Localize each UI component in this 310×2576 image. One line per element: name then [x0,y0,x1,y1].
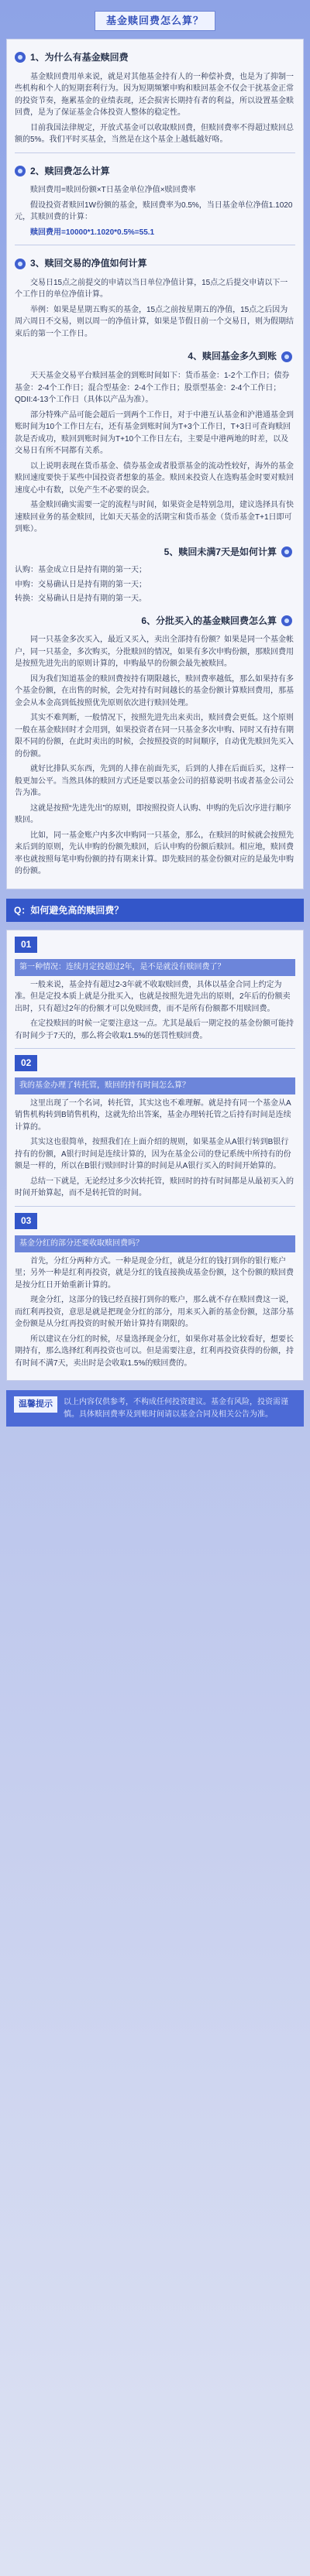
section-6-para: 这就是按照“先进先出”的原则，即按照投资人认购、申购的先后次序进行顺序赎回。 [15,803,291,825]
divider [15,1048,295,1049]
section-6-heading [15,608,295,632]
faq-band: Q：如何避免高的赎回费？ [6,899,304,923]
section-6-para: 同一只基金多次买入，最近又买入，卖出全部持有份额？如果是同一个基金帐户，同一只基金，多次购买，分批赎回的情况，如果有多次申购份额，那赎回费用是按照先进先出的原则计算的，申购最早的份额会最先被赎回。 [15,635,294,669]
question-text: 第一种情况：连续月定投超过2年，是不是就没有赎回费了？ [19,962,226,971]
question-bar [15,959,295,976]
section-4-heading [15,343,295,367]
section-4-title: 4、赎回基金多久到账 [188,351,277,362]
bullet-icon [15,52,26,63]
divider [15,1206,295,1207]
faq-card [6,930,304,1381]
formula-result: 赎回费用=10000*1.1020*0.5%=55.1 [30,228,155,237]
section-3-title: 3、赎回交易的净值如何计算 [30,258,147,269]
question-number: 03 [15,1213,37,1229]
section-4-para: 基金赎回确实需要一定的流程与时间，如果资金是特别急用，建议选择具有快速赎回业务的基金赎回，比如天天基金的活期宝和货币基金（货币基金T+1日即可到账）。 [15,501,294,534]
reminder-box [6,1390,304,1427]
section-3-para: 交易日15点之前提交的申请以当日单位净值计算，15点之后提交申请以下一个工作日的单位净值计算。 [15,278,288,300]
answer-para: 其实这也很简单，按照我们在上面介绍的规则，如果基金从A银行转到B银行持有的份额，A银行时间是连续计算的，因为在基金公司的登记系统中所持有的份额是一样的，所以在B银行赎回时计算的时间是从A银行买入的时间开始算的。 [15,1138,291,1171]
question-bar [15,1235,295,1252]
bullet-icon [15,166,26,176]
page-title: 基金赎回费怎么算？ [95,11,215,31]
section-6-para: 因为我们知道基金的赎回费按持有期限越长，赎回费率越低，那么如果持有多个基金份额，在出售的时候，会先对持有时间越长的基金份额计算赎回费用，那基金会从本金高到低按照优先原则依次进行赎回处理。 [15,674,294,707]
section-6-para: 其实不难判断，一般情况下，按照先进先出来卖出，赎回费会更低。这个原则一般在基金赎回时才会用到，如果投资者在同一只基金多次申购、同时又有持有期限不同的份额，在此时卖出的时候，会按照投资的时间顺序，自动优先赎回先买入的份额。 [15,714,294,759]
answer-para: 所以建议在分红的时候，尽量选择现金分红，如果你对基金比较看好，想要长期持有，那么选择红利再投资也可以。但是需要注意，红利再投资获得的份额，持有时间不满7天，卖出时是会收取1.5%的赎回费的。 [15,1334,294,1368]
bullet-icon [281,546,292,557]
section-4-para: 以上说明表现在货币基金、债券基金或者股票基金的流动性较好，海外的基金赎回速度要快于某些中国投资者想象的基金。赎回来投资人在选购基金时要对赎回速度心中有数，以免产生不必要的误会。 [15,461,294,495]
reminder-tag: 温馨提示 [14,1396,57,1413]
section-5-heading [15,539,295,563]
section-4-para: 部分特殊产品可能会超后一到两个工作日，对于中港互认基金和沪港通基金到账时间为10个工作日左右，还有基金到账时间为T+3个工作日，T+3日可查询赎回款是否成功，赎回到账时间为T+10个工作日左右，主要是中港两地的时差，以及交易日有所不同都有关系。 [15,410,294,456]
question-number: 02 [15,1055,37,1071]
section-1-para: 目前我国法律规定，开放式基金可以收取赎回费，但赎回费率不得超过赎回总额的5%。我们平时买基金，当然是在这个基金上越低越好咯。 [15,123,294,145]
question-bar [15,1077,295,1094]
section-5-title: 5、赎回未满7天是如何计算 [164,546,277,557]
faq-item-3 [15,1213,295,1369]
section-3-heading [15,252,295,274]
section-4-para: 天天基金交易平台赎回基金的到账时间如下：货币基金：1-2个工作日；债券基金：2-4个工作日；混合型基金：2-4个工作日；股票型基金：2-4个工作日；QDII:4-13个工作日（具体以产品为准）。 [15,372,290,405]
faq-item-2 [15,1055,295,1200]
question-number: 01 [15,937,37,953]
bullet-icon [281,615,292,626]
title-wrap [6,0,304,31]
question-text: 基金分红的部分还要收取赎回费吗？ [19,1238,143,1248]
section-1-heading [15,46,295,68]
list-item: 转换：交易确认日是持有期的第一天。 [15,594,146,604]
section-6-title: 6、分批买入的基金赎回费怎么算 [141,615,277,626]
bullet-icon [15,259,26,269]
answer-para: 首先，分红分两种方式。一种是现金分红，就是分红的钱打到你的银行账户里；另外一种是红利再投资，就是分红的钱直接换成基金份额，这个份额的赎回费是按分红日开始重新计算的。 [15,1256,294,1290]
section-1-title: 1、为什么有基金赎回费 [30,52,129,63]
section-2-heading [15,159,295,182]
answer-para: 在定投赎回的时候一定要注意这一点。尤其是最后一期定投的基金份额可能持有时间少于7天的，那么将会收取1.5%的惩罚性赎回费。 [15,1019,294,1040]
section-2-para: 假设投资者赎回1W份额的基金，赎回费率为0.5%，当日基金单位净值1.1020元，其赎回费的计算： [15,200,293,222]
formula-text: 赎回费用=赎回份额×T日基金单位净值×赎回费率 [30,186,196,195]
answer-para: 总结一下就是，无论经过多少次转托管，赎回时的持有时间都是从最初买入的时间开始算起，而不是转托管的时间。 [15,1177,294,1198]
section-6-para: 比如，同一基金账户内多次申购同一只基金，那么，在赎回的时候就会按照先来后到的原则，先认申购的份额先赎回，后认申购的份额后赎回。相应地，赎回费率也就按照每笔申购份额的持有期来计算。即先赎回的基金份额对应的是最先申购的份额。 [15,831,294,876]
section-2-title: 2、赎回费怎么计算 [30,165,110,176]
list-item: 认购：基金成立日是持有期的第一天； [15,566,146,575]
section-1-para: 基金赎回费用单来说，就是对其他基金持有人的一种偿补费，也是为了抑制一些机构和个人的短期套利行为。因为短期频繁申购和赎回基金不仅会干扰基金正常的投资节奏，拖累基金的业绩表现，还会损害长期持有者的利益，所以设置基金赎回费，是为了保证基金合体投资人整体的稳定性。 [15,72,294,118]
reminder-text: 以上内容仅供参考，不构成任何投资建议。基金有风险，投资需谨慎。具体赎回费率及到账时间请以基金合同及相关公告为准。 [64,1398,288,1419]
faq-item-1 [15,937,295,1042]
section-3-para: 举例：如果是星期五购买的基金，15点之前按星期五的净值，15点之后因为周六周日不交易，则以周一的净值计算，如果是节假日前一个交易日，则为假期结束后的第一个工作日。 [15,305,294,338]
bullet-icon [281,351,292,362]
answer-para: 一般来说，基金持有超过2-3年就不收取赎回费，具体以基金合同上约定为准。但是定投本质上就是分批买入，也就是按照先进先出的原则，2年后的份额卖出时，只有超过2年的份额才可以免赎回费，而不是所有份额都不用赎回费。 [15,980,291,1013]
section-1-card [6,39,304,889]
divider [15,152,295,153]
question-text: 我的基金办理了转托管，赎回的持有时间怎么算？ [19,1081,190,1090]
answer-para: 现金分红，这部分的钱已经直接打到你的账户，那么就不存在赎回费这一说，而红利再投资，意思是就是把现金分红的部分，用来买入新的基金份额，这部分基金份额是从分红再投资的时候开始计算持有期限的。 [15,1296,294,1329]
list-item: 申购：交易确认日是持有期的第一天； [15,580,146,589]
answer-para: 这里出现了一个名词，转托管，其实这也不难理解。就是持有同一个基金从A销售机构转到B销售机构，这就先给出答案，基金办理转托管之后持有时间是连续计算的。 [15,1098,291,1132]
section-6-para: 就好比排队买东西，先到的人排在前面先买，后到的人排在后面后买，这样一般更加公平。当然具体的赎回方式还是要以基金公司的招募说明书或者基金公司公告为准。 [15,765,294,798]
